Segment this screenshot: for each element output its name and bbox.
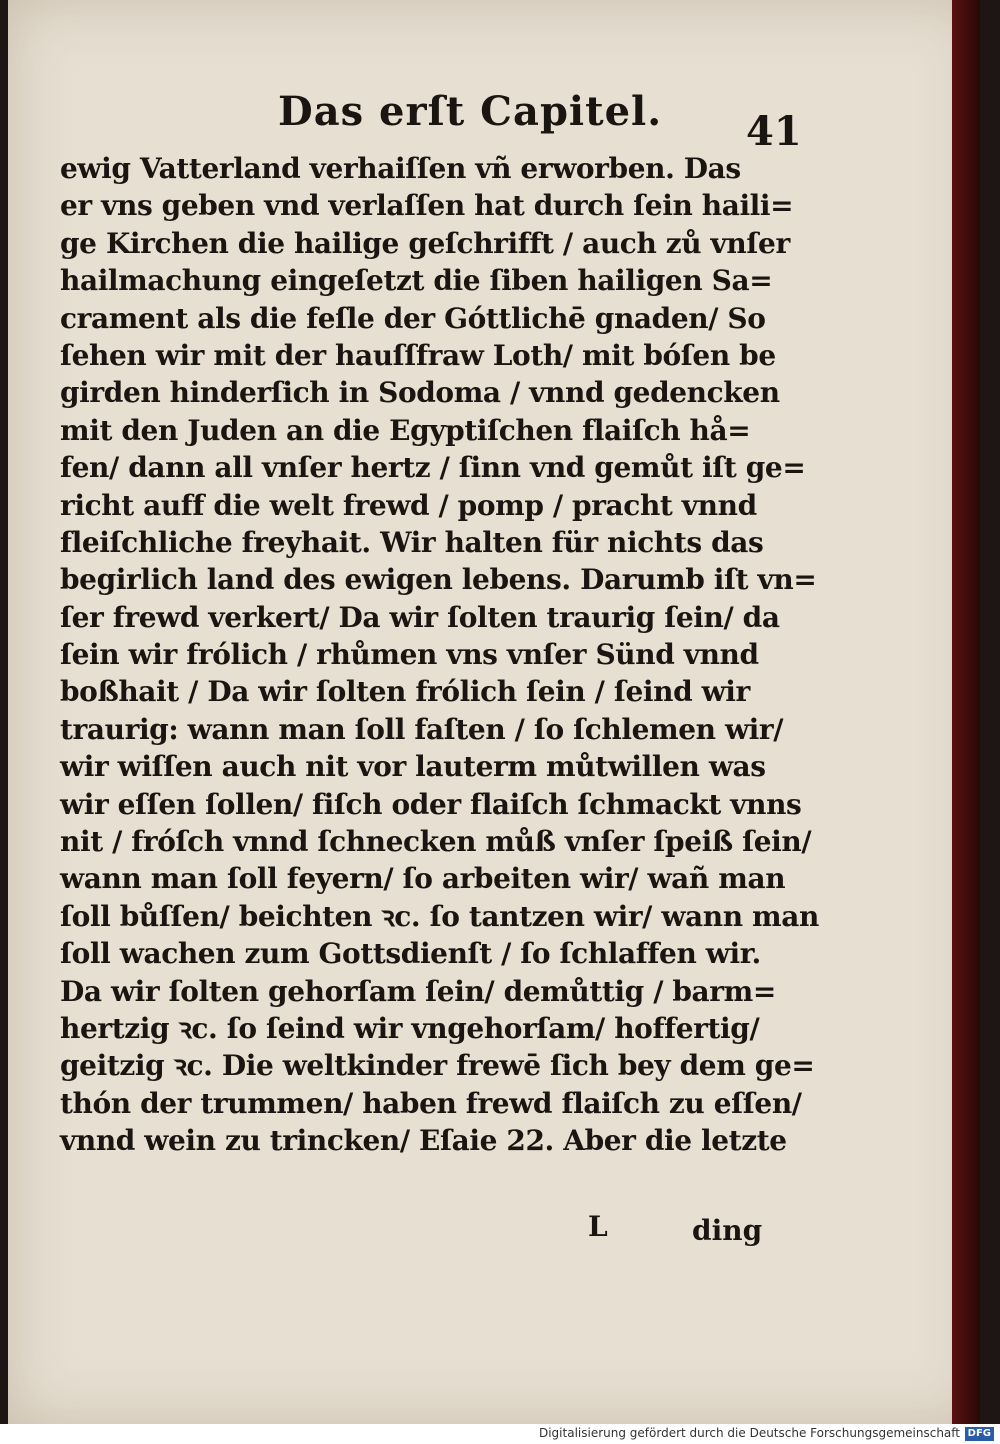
text-line: ſer frewd verkert/ Da wir ſolten traurig ſein/ da (60, 600, 780, 634)
text-line: ſein wir frólich / rhůmen vns vnſer Sünd vnnd (60, 638, 759, 672)
text-line: hailmachung eingeſetzt die ſiben hailigen Sa= (60, 264, 773, 298)
text-line: fleiſchliche freyhait. Wir halten für nichts das (60, 525, 764, 559)
footer-credit: Digitalisierung gefördert durch die Deutsche Forschungsgemeinschaft (538, 1426, 960, 1440)
running-header: Das erſt Capitel. (278, 88, 663, 135)
text-line: wir eſſen ſollen/ fiſch oder flaiſch ſchmackt vnns (60, 787, 802, 821)
text-line: richt auff die welt frewd / pomp / pracht vnnd (60, 488, 757, 522)
text-line: thón der trummen/ haben frewd flaiſch zu eſſen/ (60, 1086, 802, 1120)
dfg-logo-icon: DFG (965, 1427, 994, 1441)
text-line: ſehen wir mit der hauſſfraw Loth/ mit bóſen be (60, 338, 776, 372)
text-line: wann man ſoll feyern/ ſo arbeiten wir/ wañ man (60, 862, 786, 896)
book-page (8, 0, 980, 1424)
page-edge (952, 0, 980, 1424)
text-line: geitzig ꝛc. Die weltkinder frewē ſich bey dem ge= (60, 1049, 815, 1083)
text-line: hertzig ꝛc. ſo ſeind wir vngehorſam/ hoffertig/ (60, 1011, 760, 1045)
text-line: mit den Juden an die Egyptiſchen flaiſch hå= (60, 413, 751, 447)
text-line: fen/ dann all vnſer hertz / ſinn vnd gemůt iſt ge= (60, 451, 806, 485)
catchword: ding (692, 1214, 763, 1247)
text-line: ge Kirchen die hailige geſchrifft / auch zů vnſer (60, 226, 790, 260)
text-line: girden hinderſich in Sodoma / vnnd gedencken (60, 376, 780, 410)
text-line: ſoll wachen zum Gottsdienſt / ſo ſchlaffen wir. (60, 937, 761, 971)
text-line: boßhait / Da wir ſolten frólich ſein / ſeind wir (60, 675, 750, 709)
text-line: Da wir ſolten gehorſam ſein/ demůttig / barm= (60, 974, 776, 1008)
catchword-row (588, 1210, 788, 1250)
text-line: traurig: wann man ſoll faſten / ſo ſchlemen wir/ (60, 712, 784, 746)
footer-bar (0, 1424, 1000, 1444)
text-line: wir wiſſen auch nit vor lauterm můtwillen was (60, 750, 766, 784)
page-number: 41 (746, 108, 802, 155)
text-line: crament als die feſle der Góttlichē gnaden/ So (60, 301, 766, 335)
text-line: er vns geben vnd verlaſſen hat durch ſein haili= (60, 189, 794, 223)
text-line: begirlich land des ewigen lebens. Darumb iſt vn= (60, 563, 817, 597)
signature-mark: L (588, 1210, 608, 1243)
body-text (60, 150, 819, 1160)
text-line: ewig Vatterland verhaiſſen vñ erworben. Das (60, 152, 741, 185)
text-line: ſoll bůſſen/ beichten ꝛc. ſo tantzen wir/ wann man (60, 899, 819, 933)
text-line: vnnd wein zu trincken/ Eſaie 22. Aber die letzte (60, 1124, 787, 1158)
text-line: nit / fróſch vnnd ſchnecken můß vnſer ſpeiß ſein/ (60, 825, 812, 859)
